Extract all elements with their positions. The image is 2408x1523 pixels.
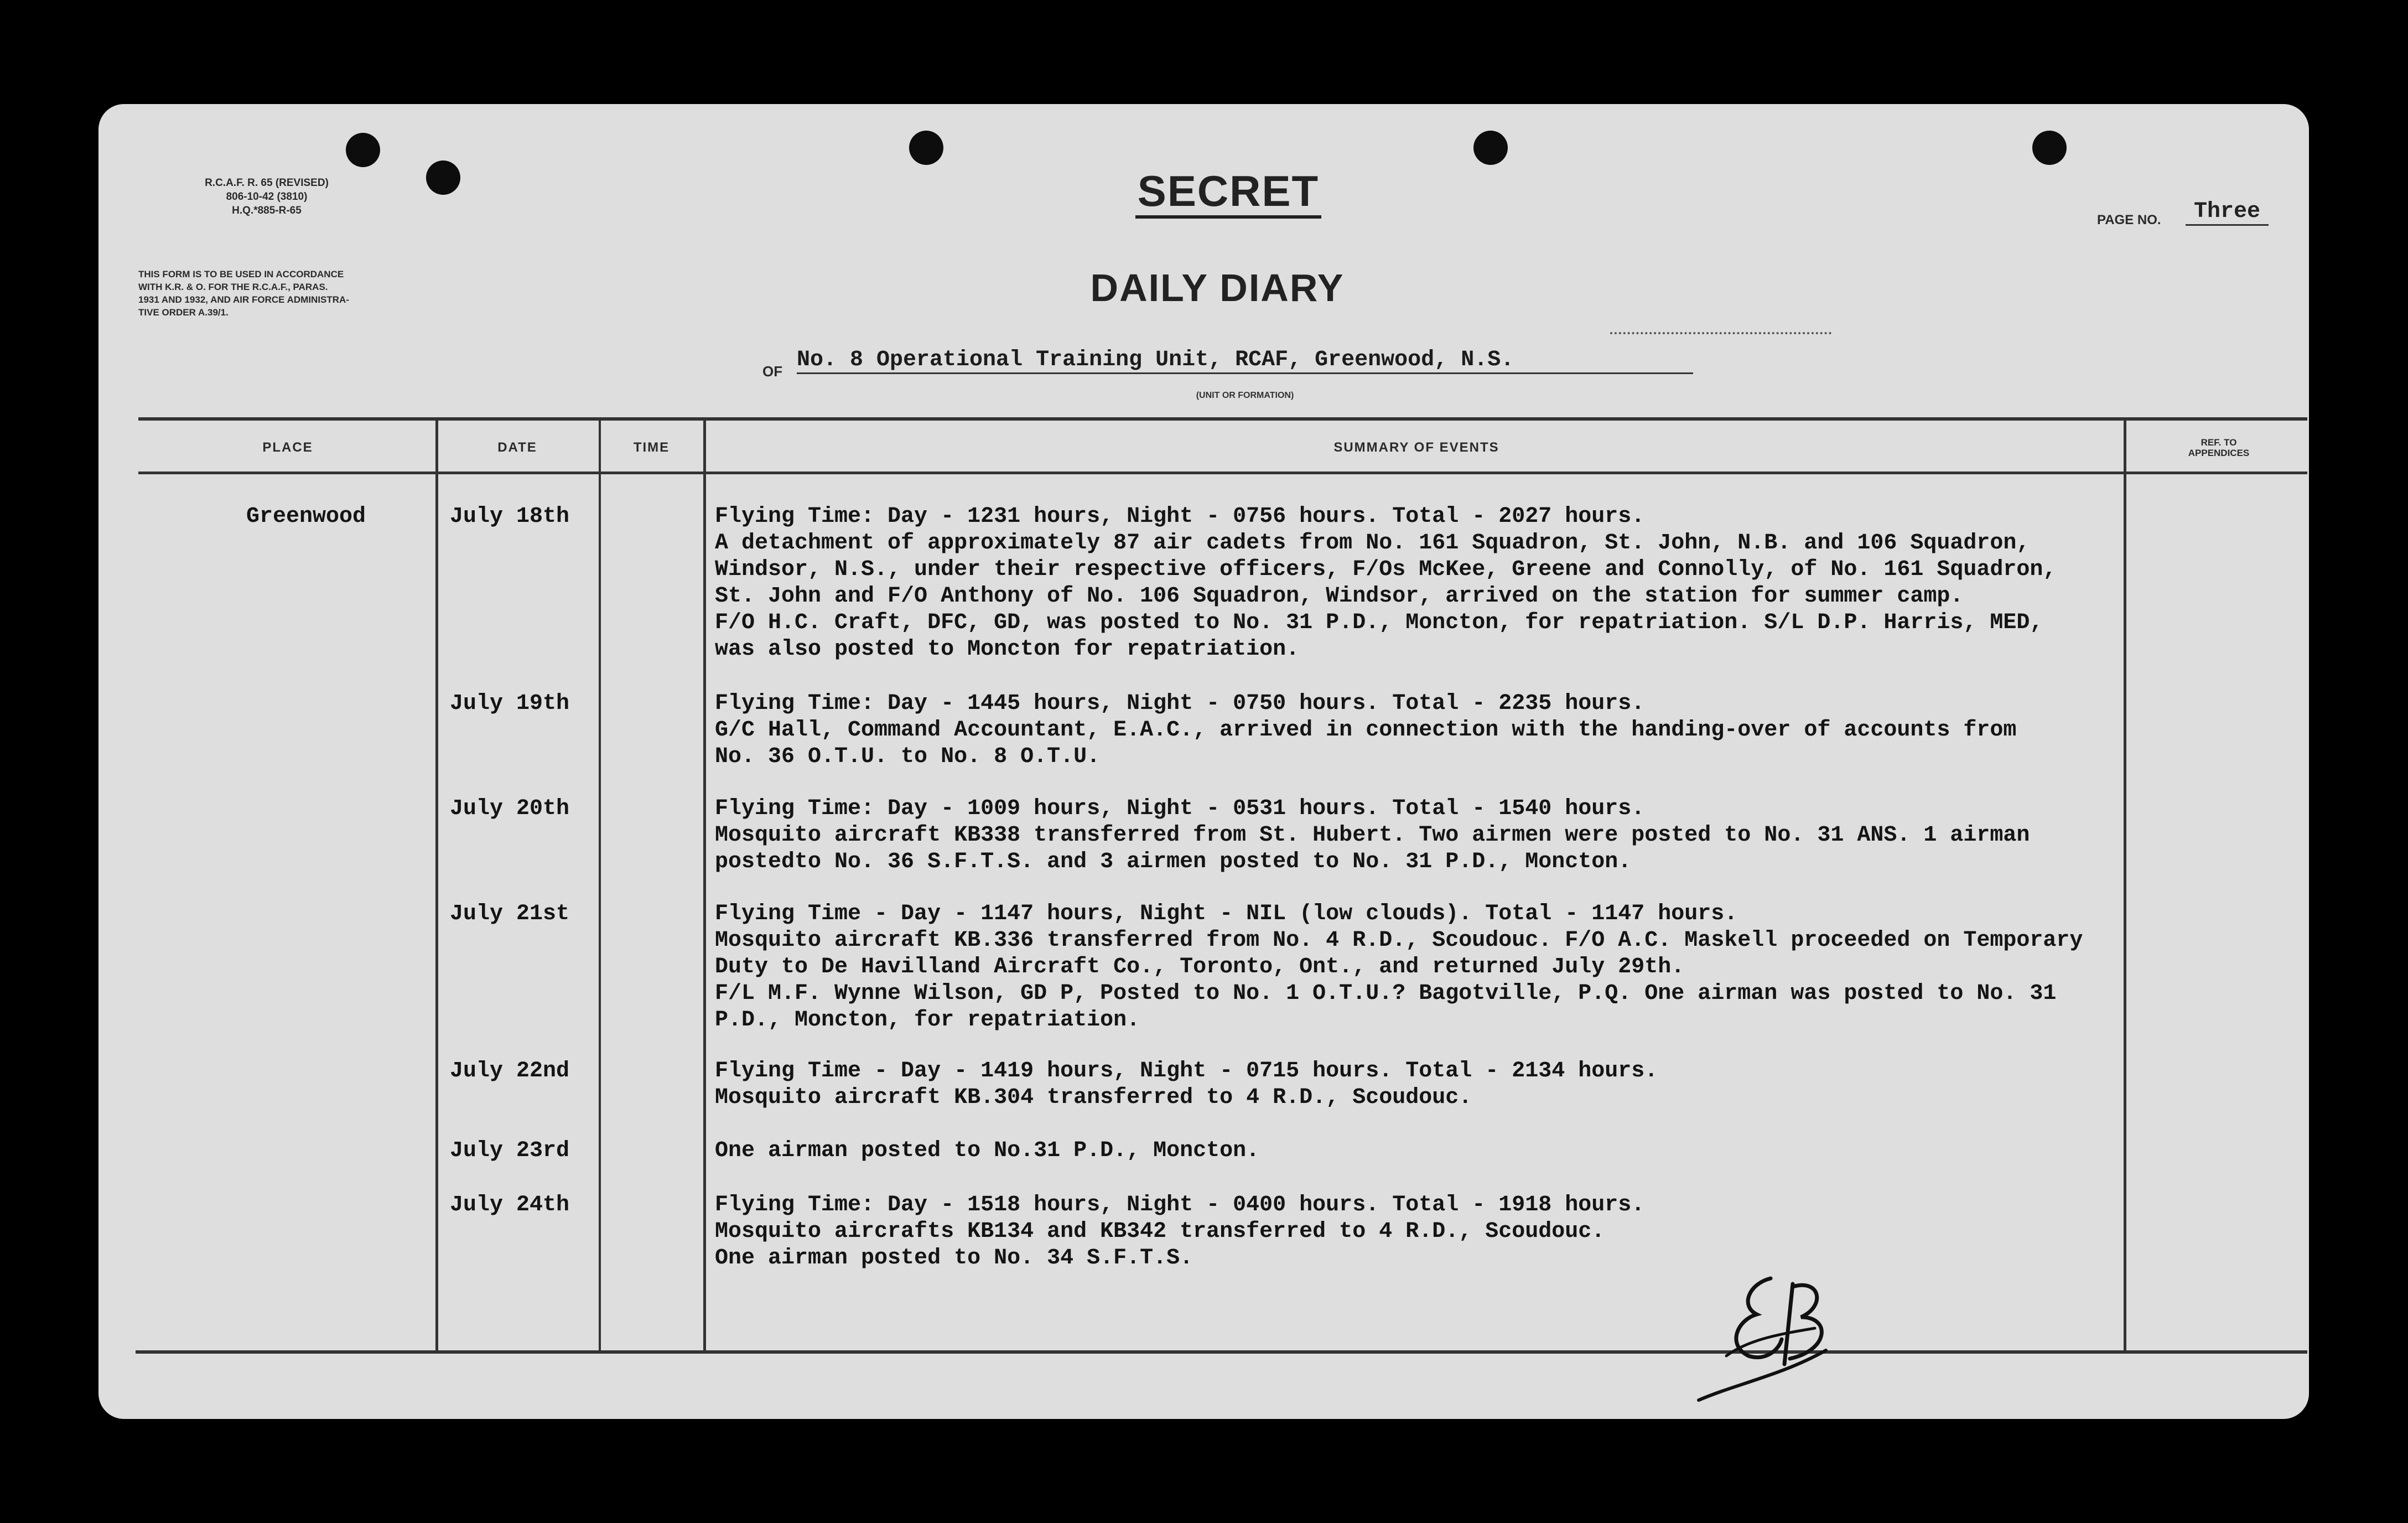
of-label: OF [762, 363, 783, 380]
unit-name: No. 8 Operational Training Unit, RCAF, Greenwood, N.S. [797, 348, 1693, 374]
entry-date: July 20th [450, 796, 570, 821]
entry-summary [715, 1058, 1658, 1111]
summary-line: A detachment of approximately 87 air cadets from No. 161 Squadron, St. John, N.B. and 106 Squadron, [715, 531, 2030, 556]
summary-line: No. 36 O.T.U. to No. 8 O.T.U. [715, 744, 1101, 769]
summary-line: Duty to De Havilland Aircraft Co., Toronto, Ont., and returned July 29th. [715, 955, 1685, 980]
summary-line: was also posted to Moncton for repatriation. [715, 637, 1300, 662]
summary-line: One airman posted to No.31 P.D., Moncton. [715, 1138, 1260, 1163]
summary-line: F/L M.F. Wynne Wilson, GD P, Posted to No. 1 O.T.U.? Bagotville, P.Q. One airman was posted to No. 31 [715, 981, 2057, 1006]
page-number-label: PAGE NO. [2097, 213, 2161, 227]
unit-caption: (UNIT OR FORMATION) [1196, 391, 1294, 400]
summary-line: postedto No. 36 S.F.T.S. and 3 airmen posted to No. 31 P.D., Moncton. [715, 849, 1632, 874]
entry-summary [715, 901, 2083, 1034]
place-cell: Greenwood [246, 504, 366, 529]
summary-line: Flying Time - Day - 1147 hours, Night - NIL (low clouds). Total - 1147 hours. [715, 902, 1738, 926]
summary-line: Flying Time: Day - 1518 hours, Night - 0400 hours. Total - 1918 hours. [715, 1193, 1645, 1218]
punch-hole-5 [2032, 131, 2067, 165]
summary-line: Flying Time: Day - 1445 hours, Night - 0750 hours. Total - 2235 hours. [715, 691, 1645, 716]
summary-line: One airman posted to No. 34 S.F.T.S. [715, 1246, 1193, 1271]
form-ref-line: 806-10-42 (3810) [226, 191, 308, 203]
page-number-value: Three [2186, 199, 2269, 226]
punch-hole-2 [426, 160, 460, 195]
instruction-line: THIS FORM IS TO BE USED IN ACCORDANCE [138, 269, 344, 279]
form-ref-line: H.Q.*885-R-65 [232, 205, 302, 216]
signature-initials [1688, 1267, 1854, 1411]
column-divider-summary [2124, 421, 2126, 1350]
punch-hole-3 [909, 131, 943, 165]
column-divider-date [599, 421, 601, 1350]
form-title: DAILY DIARY [1090, 266, 1345, 309]
entry-date: July 19th [450, 691, 570, 716]
entry-date: July 23rd [450, 1138, 570, 1163]
classification-text: SECRET [1135, 167, 1321, 219]
entry-date: July 21st [450, 902, 570, 926]
column-divider-place [435, 421, 438, 1350]
form-reference [145, 176, 388, 217]
summary-line: F/O H.C. Craft, DFC, GD, was posted to No. 31 P.D., Moncton, for repatriation. S/L D.P. Harris, MED, [715, 610, 2043, 635]
summary-line: Windsor, N.S., under their respective officers, F/Os McKee, Greene and Connolly, of No. 161 Squadron, [715, 557, 2057, 582]
summary-line: Mosquito aircraft KB.336 transferred from No. 4 R.D., Scoudouc. F/O A.C. Maskell proceeded on Temporary [715, 928, 2083, 953]
entry-summary [715, 1138, 1259, 1164]
summary-line: P.D., Moncton, for repatriation. [715, 1008, 1140, 1033]
summary-line: Flying Time: Day - 1231 hours, Night - 0756 hours. Total - 2027 hours. [715, 504, 1645, 529]
classification-heading [1101, 166, 1356, 216]
punch-hole-4 [1473, 131, 1508, 165]
summary-line: Mosquito aircraft KB338 transferred from St. Hubert. Two airmen were posted to No. 31 ANS. 1 airman [715, 823, 2030, 848]
column-divider-time [703, 421, 706, 1350]
column-header-date: DATE [497, 440, 537, 455]
header-bottom-rule [138, 472, 2307, 474]
ref-header-line: REF. TO [2201, 437, 2237, 448]
column-header-summary: SUMMARY OF EVENTS [1333, 440, 1499, 455]
entry-date: July 18th [450, 504, 570, 529]
instruction-line: WITH K.R. & O. FOR THE R.C.A.F., PARAS. [138, 282, 328, 292]
summary-line: St. John and F/O Anthony of No. 106 Squadron, Windsor, arrived on the station for summer camp. [715, 584, 1964, 609]
entry-date: July 24th [450, 1193, 570, 1218]
table-bottom-rule [136, 1350, 2307, 1354]
dotted-rule [1610, 332, 1831, 334]
summary-line: Mosquito aircraft KB.304 transferred to 4 R.D., Scoudouc. [715, 1085, 1472, 1110]
column-header-ref [2130, 437, 2307, 458]
summary-line: Mosquito aircrafts KB134 and KB342 transferred to 4 R.D., Scoudouc. [715, 1219, 1605, 1244]
column-header-time: TIME [633, 440, 670, 455]
form-instructions [138, 268, 548, 319]
entry-summary [715, 796, 2030, 876]
summary-line: Flying Time: Day - 1009 hours, Night - 0531 hours. Total - 1540 hours. [715, 796, 1645, 821]
entry-summary [715, 1192, 1644, 1272]
instruction-line: TIVE ORDER A.39/1. [138, 307, 229, 318]
instruction-line: 1931 AND 1932, AND AIR FORCE ADMINISTRA- [138, 294, 349, 305]
punch-hole-1 [346, 133, 380, 167]
ref-header-line: APPENDICES [2188, 448, 2250, 458]
summary-line: Flying Time - Day - 1419 hours, Night - 0715 hours. Total - 2134 hours. [715, 1059, 1658, 1084]
entry-date: July 22nd [450, 1059, 570, 1084]
form-ref-line: R.C.A.F. R. 65 (REVISED) [205, 177, 329, 189]
entry-summary [715, 691, 2016, 770]
summary-line: G/C Hall, Command Accountant, E.A.C., arrived in connection with the handing-over of accounts from [715, 718, 2017, 743]
entry-summary [715, 504, 2056, 663]
column-header-place: PLACE [262, 440, 313, 455]
table-top-rule [138, 417, 2307, 421]
